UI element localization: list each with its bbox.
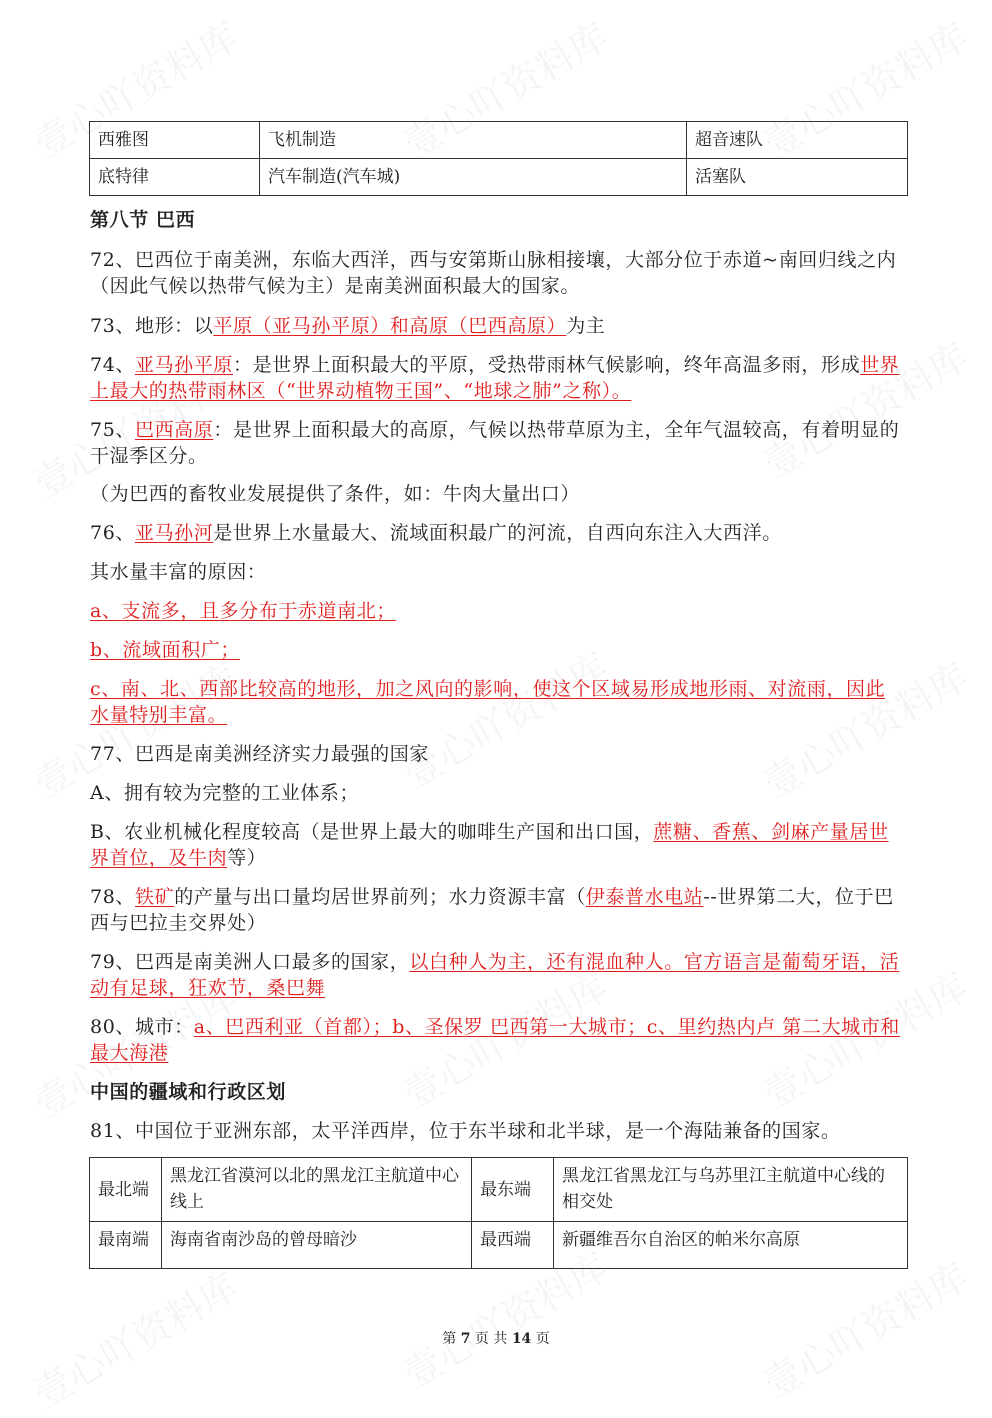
table-cell: 黑龙江省黑龙江与乌苏里江主航道中心线的相交处 — [554, 1158, 908, 1222]
paragraph-73 — [90, 313, 904, 339]
paragraph-77a: A、拥有较为完整的工业体系； — [90, 782, 360, 804]
table-cell: 最东端 — [472, 1158, 554, 1222]
footer-text: 第 — [442, 1331, 457, 1347]
text: --世界第二大，位于巴西与巴拉圭交界处） — [90, 886, 894, 934]
highlight-text: 铁矿 — [134, 886, 175, 908]
table-cell: 超音速队 — [687, 122, 908, 159]
extremity-table — [89, 1157, 908, 1269]
table-cell: 最西端 — [472, 1222, 554, 1269]
table-cell: 汽车制造(汽车城) — [260, 159, 687, 196]
table-cell: 飞机制造 — [260, 122, 687, 159]
highlight-text: a、巴西利亚（首都）；b、圣保罗 巴西第一大城市；c、里约热内卢 第二大城市和最大海港 — [90, 1016, 900, 1064]
text: 等） — [227, 847, 267, 869]
section-title-china: 中国的疆域和行政区划 — [90, 1081, 287, 1103]
table-cell: 最南端 — [90, 1222, 162, 1269]
text: B、农业机械化程度较高（是世界上最大的咖啡生产国和出口国， — [90, 821, 654, 843]
highlight-text: 亚马孙平原 — [134, 354, 233, 376]
table-cell: 黑龙江省漠河以北的黑龙江主航道中心线上 — [162, 1158, 472, 1222]
footer-text: 页 共 — [474, 1331, 508, 1347]
highlight-text: 伊泰普水电站 — [585, 886, 704, 908]
highlight-text: 蔗糖、香蕉、剑麻产量居世界首位，及牛肉 — [90, 821, 889, 869]
table-row — [90, 122, 908, 159]
paragraph-80 — [90, 1014, 904, 1066]
table-cell: 最北端 — [90, 1158, 162, 1222]
highlight-text: 世界上最大的热带雨林区（“世界动植物王国”、“地球之肺”之称）。 — [90, 354, 900, 402]
table-cell: 活塞队 — [687, 159, 908, 196]
page-total: 14 — [511, 1331, 532, 1347]
text: ：是世界上面积最大的高原，气候以热带草原为主，全年气温较高，有着明显的干湿季区分。 — [90, 419, 900, 467]
table-cell: 新疆维吾尔自治区的帕米尔高原 — [554, 1222, 908, 1269]
paragraph-79 — [90, 949, 904, 1001]
text: 78、 — [90, 886, 135, 908]
page-footer — [0, 1328, 992, 1348]
highlight-text: 以白种人为主，还有混血种人。官方语言是葡萄牙语，活动有足球，狂欢节，桑巴舞 — [90, 951, 900, 999]
footer-text: 页 — [535, 1331, 550, 1347]
highlight-text: 巴西高原 — [134, 419, 214, 441]
paragraph-78 — [90, 884, 904, 936]
reason-a — [90, 598, 904, 624]
text: 是世界上水量最大、流域面积最广的河流，自西向东注入大西洋。 — [213, 522, 782, 544]
text: 73、地形：以 — [90, 315, 214, 337]
highlight-text: 亚马孙河 — [134, 522, 214, 544]
text: 72、巴西位于南美洲，东临大西洋，西与安第斯山脉相接壤，大部分位于赤道~南回归线之内（因此气候以热带气候为主）是南美洲面积最大的国家。 — [90, 249, 897, 297]
paragraph-74 — [90, 352, 904, 404]
city-table — [89, 121, 908, 196]
table-cell: 海南省南沙岛的曾母暗沙 — [162, 1222, 472, 1269]
reason-b — [90, 637, 904, 663]
text: 的产量与出口量均居世界前列；水力资源丰富（ — [174, 886, 586, 908]
text: 76、 — [90, 522, 135, 544]
paragraph-75-note: （为巴西的畜牧业发展提供了条件，如：牛肉大量出口） — [90, 483, 581, 505]
highlight-text: c、南、北、西部比较高的地形，加之风向的影响，使这个区域易形成地形雨、对流雨，因此水量特别丰富。 — [90, 678, 886, 726]
paragraph-75 — [90, 417, 904, 469]
text: 74、 — [90, 354, 135, 376]
text: 79、巴西是南美洲人口最多的国家， — [90, 951, 410, 973]
page-number: 7 — [460, 1331, 471, 1347]
highlight-text: b、流域面积广； — [90, 639, 240, 661]
paragraph-72 — [90, 247, 904, 299]
paragraph-77: 77、巴西是南美洲经济实力最强的国家 — [90, 743, 429, 765]
highlight-text: a、支流多，且多分布于赤道南北； — [90, 600, 396, 622]
section-title: 第八节 巴西 — [90, 209, 196, 231]
paragraph-76 — [90, 520, 904, 546]
text: 75、 — [90, 419, 135, 441]
reason-c — [90, 676, 904, 728]
text: ：是世界上面积最大的平原，受热带雨林气候影响，终年高温多雨，形成 — [233, 354, 861, 376]
reason-title: 其水量丰富的原因： — [90, 561, 267, 583]
table-cell: 底特律 — [90, 159, 260, 196]
highlight-text: 平原（亚马孙平原）和高原（巴西高原） — [213, 315, 567, 337]
paragraph-81: 81、中国位于亚洲东部，太平洋西岸，位于东半球和北半球，是一个海陆兼备的国家。 — [90, 1120, 841, 1142]
table-row — [90, 1222, 908, 1269]
table-cell: 西雅图 — [90, 122, 260, 159]
table-row — [90, 159, 908, 196]
text: 80、城市： — [90, 1016, 194, 1038]
table-row — [90, 1158, 908, 1222]
paragraph-77b — [90, 819, 904, 871]
text: 为主 — [566, 315, 606, 337]
